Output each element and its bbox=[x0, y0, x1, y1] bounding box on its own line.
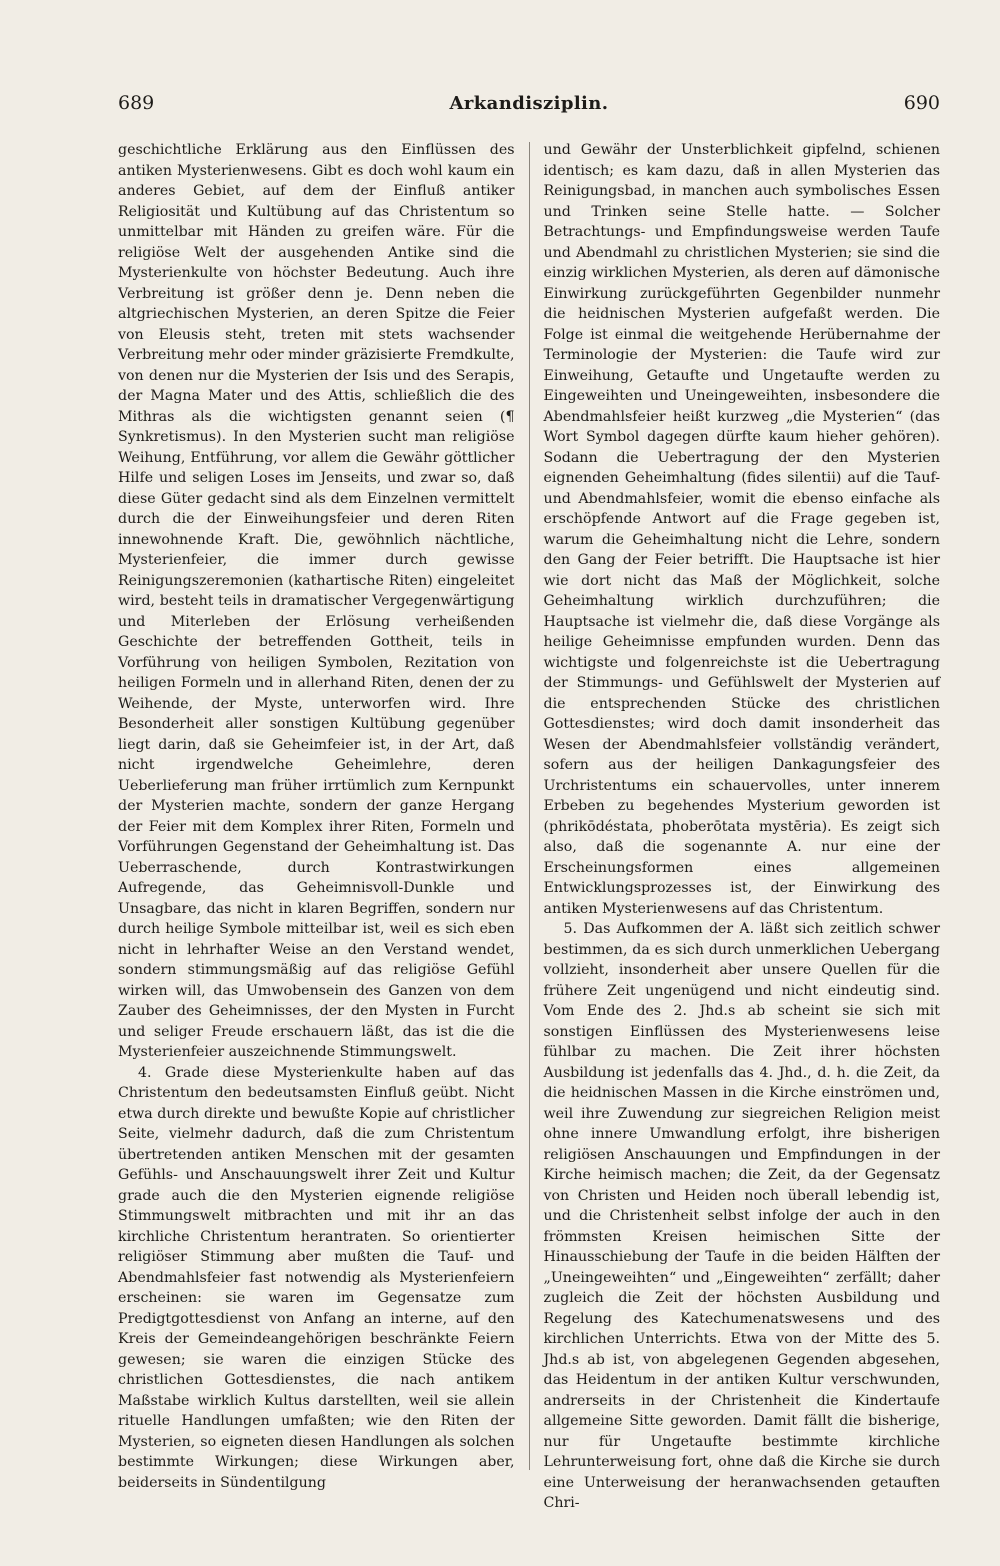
column-divider bbox=[529, 142, 530, 1470]
paragraph: und Gewähr der Unsterblichkeit gipfelnd, schienen identisch; es kam dazu, daß in allen Mysterien das Reinigungsbad, in manchen auch symbolisches Essen und Trinken seine Stelle hatte. — Solcher Betrachtungs- und Empfindungsweise werden Taufe und Abendmahl zu christlichen Mysterien; sie sind die einzig wirklichen Mysterien, als deren auf dämonische Einwirkung zurückgeführten Gegenbilder nunmehr die heidnischen Mysterien aufgefaßt werden. Die Folge ist einmal die weitgehende Herübernahme der Terminologie der Mysterien: die Taufe wird zur Einweihung, Getaufte und Ungetaufte werden zu Eingeweihten und Uneingeweihten, insbesondere die Abendmahlsfeier heißt kurzweg „die Mysterien“ (das Wort Symbol dagegen dürfte kaum hieher gehören). Sodann die Uebertragung der den Mysterien eignenden Geheimhaltung (fides silentii) auf die Tauf- und Abendmahlsfeier, womit die ebenso einfache als erschöpfende Antwort auf die Frage gegeben ist, warum die Geheimhaltung nicht die Lehre, sondern den Gang der Feier betrifft. Die Hauptsache ist hier wie dort nicht das Maß der Möglichkeit, solche Geheimhaltung wirklich durchzuführen; die Hauptsache ist vielmehr die, daß diese Vorgänge als heilige Geheimnisse empfunden wurden. Denn das wichtigste und folgenreichste ist die Uebertragung der Stimmungs- und Gefühlswelt der Mysterien auf die entsprechenden Stücke des christlichen Gottesdienstes; wird doch damit insonderheit das Wesen der Abendmahlsfeier vollständig verändert, sofern aus der heiligen Dankagungsfeier des Urchristentums ein schauervolles, unter innerem Erbeben zu begehendes Mysterium geworden ist (phrikōdéstata, phoberōtata mystēria). Es zeigt sich also, daß die sogenannte A. nur eine der Erscheinungsformen eines allgemeinen Entwicklungsprozesses ist, der Einwirkung des antiken Mysterienwesens auf das Christentum. bbox=[543, 142, 940, 917]
running-header bbox=[118, 92, 940, 126]
paragraph: 5. Das Aufkommen der A. läßt sich zeitlich schwer bestimmen, da es sich durch unmerklichen Uebergang vollzieht, insonderheit aber unsere Quellen für die frühere Zeit ungenügend und nicht eindeutig sind. Vom Ende des 2. Jhd.s ab scheint sie sich mit sonstigen Einflüssen des Mysterienwesens leise fühlbar zu machen. Die Zeit ihrer höchsten Ausbildung ist jedenfalls das 4. Jhd., d. h. die Zeit, da die heidnischen Massen in die Kirche einströmen und, weil ihre Zuwendung zur siegreichen Religion meist ohne innere Umwandlung erfolgt, ihre bisherigen religiösen Anschauungen und Empfindungen in der Kirche heimisch machen; die Zeit, da der Gegensatz von Christen und Heiden noch überall lebendig ist, und die Christenheit selbst infolge der auch in den frömmsten Kreisen heimischen Sitte der Hinausschiebung der Taufe in die beiden Hälften der „Uneingeweihten“ und „Eingeweihten“ zerfällt; daher zugleich die Zeit der höchsten Ausbildung und Regelung des Katechumenatswesens und des kirchlichen Unterrichts. Etwa von der Mitte des 5. Jhd.s ab ist, von abgelegenen Gegenden abgesehen, das Heidentum in der antiken Kultur verschwunden, andrerseits in der Christenheit die Kindertaufe allgemeine Sitte geworden. Damit fällt die bisherige, nur für Ungetaufte bestimmte kirchliche Lehrunterweisung fort, ohne daß die Kirche sie durch eine Unterweisung der heranwachsenden getauften Chri- bbox=[543, 921, 940, 1511]
page-number-right: 690 bbox=[903, 92, 940, 114]
paragraph: 4. Grade diese Mysterienkulte haben auf das Christentum den bedeutsamsten Einfluß geübt. Nicht etwa durch direkte und bewußte Kopie auf christlicher Seite, vielmehr dadurch, daß die zum Christentum übertretenden antiken Menschen mit der gesamten Gefühls- und Anschauungswelt ihrer Zeit und Kultur grade auch die den Mysterien eignende religiöse Stimmungswelt mitbrachten und mit ihr an das kirchliche Christentum herantraten. So orientierter religiöser Stimmung aber mußten die Tauf- und Abendmahlsfeier fast notwendig als Mysterienfeiern erscheinen: sie waren im Gegensatze zum Predigtgottesdienst von Anfang an interne, auf den Kreis der Gemeindeangehörigen beschränkte Feiern gewesen; sie waren die einzigen Stücke des christlichen Gottesdienstes, die nach antikem Maßstabe wirklich Kultus darstellten, weil sie allein rituelle Handlungen umfaßten; wie den Riten der Mysterien, so eigneten diesen Handlungen als solchen bestimmte Wirkungen; diese Wirkungen aber, beiderseits in Sündentilgung bbox=[118, 1064, 515, 1491]
left-column bbox=[118, 140, 515, 1491]
page-number-left: 689 bbox=[118, 92, 155, 114]
running-title: Arkandisziplin. bbox=[449, 93, 609, 114]
right-column bbox=[543, 140, 941, 1511]
text-columns bbox=[118, 140, 940, 1511]
paragraph: geschichtliche Erklärung aus den Einflüssen des antiken Mysterienwesens. Gibt es doch wohl kaum ein anderes Gebiet, auf dem der Einfluß antiker Religiosität und Kultübung auf das Christentum so unmittelbar mit Händen zu greifen wäre. Für die religiöse Welt der ausgehenden Antike sind die Mysterienkulte von höchster Bedeutung. Auch ihre Verbreitung ist größer denn je. Denn neben die altgriechischen Mysterien, an deren Spitze die Feier von Eleusis steht, treten mit stets wachsender Verbreitung mehr oder minder gräzisierte Fremdkulte, von denen nur die Mysterien der Isis und des Serapis, der Magna Mater und des Attis, schließlich die des Mithras als die wichtigsten genannt seien (¶ Synkretismus). In den Mysterien sucht man religiöse Weihung, Entführung, vor allem die Gewähr göttlicher Hilfe und seligen Loses im Jenseits, und zwar so, daß diese Güter gedacht sind als dem Einzelnen vermittelt durch die der Einweihungsfeier und deren Riten innewohnende Kraft. Die, gewöhnlich nächtliche, Mysterienfeier, die immer durch gewisse Reinigungszeremonien (kathartische Riten) eingeleitet wird, besteht teils in dramatischer Vergegenwärtigung und Miterleben der Erlösung verheißenden Geschichte der betreffenden Gottheit, teils in Vorführung von heiligen Symbolen, Rezitation von heiligen Formeln und in allerhand Riten, denen der zu Weihende, der Myste, unterworfen wird. Ihre Besonderheit aller sonstigen Kultübung gegenüber liegt darin, daß sie Geheimfeier ist, in der Art, daß nicht irgendwelche Geheimlehre, deren Ueberlieferung man früher irrtümlich zum Kernpunkt der Mysterien machte, sondern der ganze Hergang der Feier mit dem Komplex ihrer Riten, Formeln und Vorführungen Gegenstand der Geheimhaltung ist. Das Ueberraschende, durch Kontrastwirkungen Aufregende, das Geheimnisvoll-Dunkle und Unsagbare, das nicht in klaren Begriffen, sondern nur durch heilige Symbole mitteilbar ist, weil es sich eben nicht in lehrhafter Weise an den Verstand wendet, sondern stimmungsmäßig auf das religiöse Gefühl wirken will, das Umwobensein des Ganzen von dem Zauber des Geheimnisses, der den Mysten in Furcht und seliger Freude erschauern läßt, das ist die die Mysterienfeier auszeichnende Stimmungswelt. bbox=[118, 142, 515, 1060]
